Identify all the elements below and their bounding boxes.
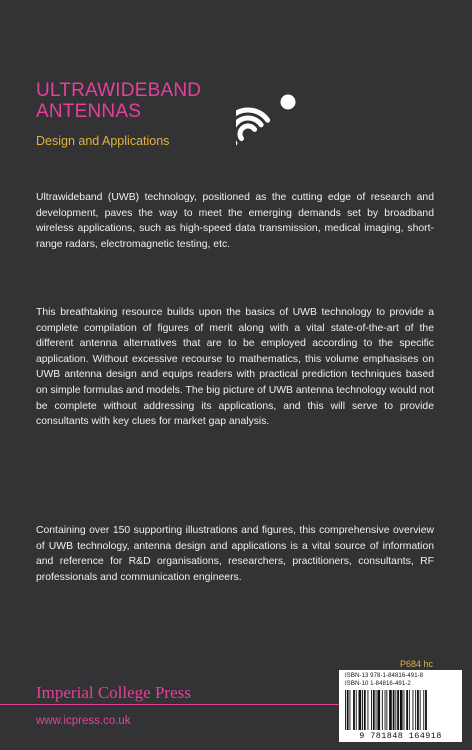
blurb-paragraph-3: Containing over 150 supporting illustrations and figures, this comprehensive overview of UWB technology, antenna design and applications is a vital source of information and reference for R&D organisations, researchers, practitioners, consultants, RF professionals and communication engineers. (36, 525, 434, 583)
blurb-paragraph-1: Ultrawideband (UWB) technology, positioned as the cutting edge of research and development, paves the way to meet the emerging demands set by broadband wireless applications, such as high-speed data transmission, medical imaging, short-range radars, electromagnetic testing, etc. (36, 192, 434, 250)
divider-line (0, 704, 339, 705)
isbn-13: ISBN-13 978-1-84816-491-8 (345, 673, 424, 679)
title-line-1: ULTRAWIDEBAND (36, 80, 202, 101)
barcode-panel (339, 670, 462, 742)
price-code: P684 hc (400, 659, 434, 669)
blurb-paragraph-2: This breathtaking resource builds upon the basics of UWB technology to provide a complete compilation of figures of merit along with a vital state-of-the-art of the different antenna alternatives that are to be employed according to the specific application. Without excessive recourse to mathematics, this volume emphasises on UWB antenna design and equips readers with practical prediction techniques based on simple formulas and models. The big picture of UWB antenna technology would not be complete without addressing its applications, and this will serve to provide consultants with key clues for market gap analysis. (36, 307, 434, 428)
barcode-bars (345, 690, 456, 730)
isbn-10: ISBN-10 1-84816-491-2 (345, 681, 411, 687)
book-title (36, 80, 201, 122)
title-line-2: ANTENNAS (36, 101, 142, 122)
publisher-website: www.icpress.co.uk (36, 715, 131, 727)
publisher-name: Imperial College Press (36, 683, 191, 702)
barcode-number: 9 781848 164918 (359, 731, 442, 741)
wireless-signal-icon (236, 90, 302, 146)
book-subtitle: Design and Applications (36, 134, 170, 148)
